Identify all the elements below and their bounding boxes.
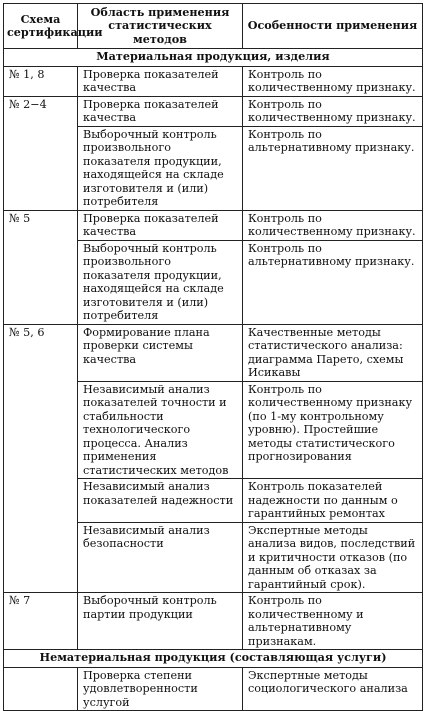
scheme-cell: № 7 bbox=[4, 593, 78, 650]
table-header-row bbox=[4, 4, 423, 49]
header-area: Область применения статистических методов bbox=[78, 4, 243, 49]
features-cell: Контроль по количественному признаку. bbox=[243, 66, 423, 96]
area-cell: Проверка показателей качества bbox=[78, 96, 243, 126]
section-row bbox=[4, 49, 423, 67]
features-cell: Контроль по количественному признаку. bbox=[243, 210, 423, 240]
scheme-cell: № 5, 6 bbox=[4, 324, 78, 593]
area-cell: Выборочный контроль произвольного показателя продукции, находящейся на складе изготовителя и (или) потребителя bbox=[78, 126, 243, 210]
features-cell: Контроль показателей надежности по данным о гарантийных ремонтах bbox=[243, 479, 423, 523]
table-row bbox=[4, 324, 423, 381]
area-cell: Независимый анализ показателей точности и стабильности технологического процесса. Анализ применения статистических методов bbox=[78, 381, 243, 479]
table-row bbox=[4, 210, 423, 240]
area-cell: Выборочный контроль партии продукции bbox=[78, 593, 243, 650]
scheme-cell: № 1, 8 bbox=[4, 66, 78, 96]
features-cell: Контроль по альтернативному признаку. bbox=[243, 126, 423, 210]
area-cell: Проверка показателей качества bbox=[78, 210, 243, 240]
features-cell: Экспертные методы анализа видов, последствий и критичности отказов (по данным об отказах за гарантийный срок). bbox=[243, 522, 423, 593]
features-cell: Контроль по количественному признаку (по 1-му контрольному уровню). Простейшие методы статистического прогнозирования bbox=[243, 381, 423, 479]
features-cell: Контроль по количественному признаку. bbox=[243, 96, 423, 126]
area-cell: Проверка показателей качества bbox=[78, 66, 243, 96]
area-cell: Независимый анализ безопасности bbox=[78, 522, 243, 593]
features-cell: Качественные методы статистического анализа: диаграмма Парето, схемы Исикавы bbox=[243, 324, 423, 381]
table-row bbox=[4, 96, 423, 126]
area-cell: Независимый анализ показателей надежности bbox=[78, 479, 243, 523]
features-cell: Контроль по количественному и альтернативному признакам. bbox=[243, 593, 423, 650]
scheme-cell: № 2−4 bbox=[4, 96, 78, 210]
area-cell: Выборочный контроль произвольного показателя продукции, находящейся на складе изготовителя и (или) потребителя bbox=[78, 240, 243, 324]
scheme-cell: № 5 bbox=[4, 210, 78, 324]
area-cell: Проверка степени удовлетворенности услугой bbox=[78, 667, 243, 711]
table-row bbox=[4, 66, 423, 96]
scheme-cell bbox=[4, 667, 78, 711]
features-cell: Экспертные методы социологического анализа bbox=[243, 667, 423, 711]
certification-methods-table bbox=[3, 3, 423, 711]
header-features: Особенности применения bbox=[243, 4, 423, 49]
table-row bbox=[4, 667, 423, 711]
section-title: Нематериальная продукция (составляющая услуги) bbox=[4, 650, 423, 668]
area-cell: Формирование плана проверки системы качества bbox=[78, 324, 243, 381]
section-title: Материальная продукция, изделия bbox=[4, 49, 423, 67]
header-scheme: Схема сертификации bbox=[4, 4, 78, 49]
features-cell: Контроль по альтернативному признаку. bbox=[243, 240, 423, 324]
table-row bbox=[4, 593, 423, 650]
section-row bbox=[4, 650, 423, 668]
